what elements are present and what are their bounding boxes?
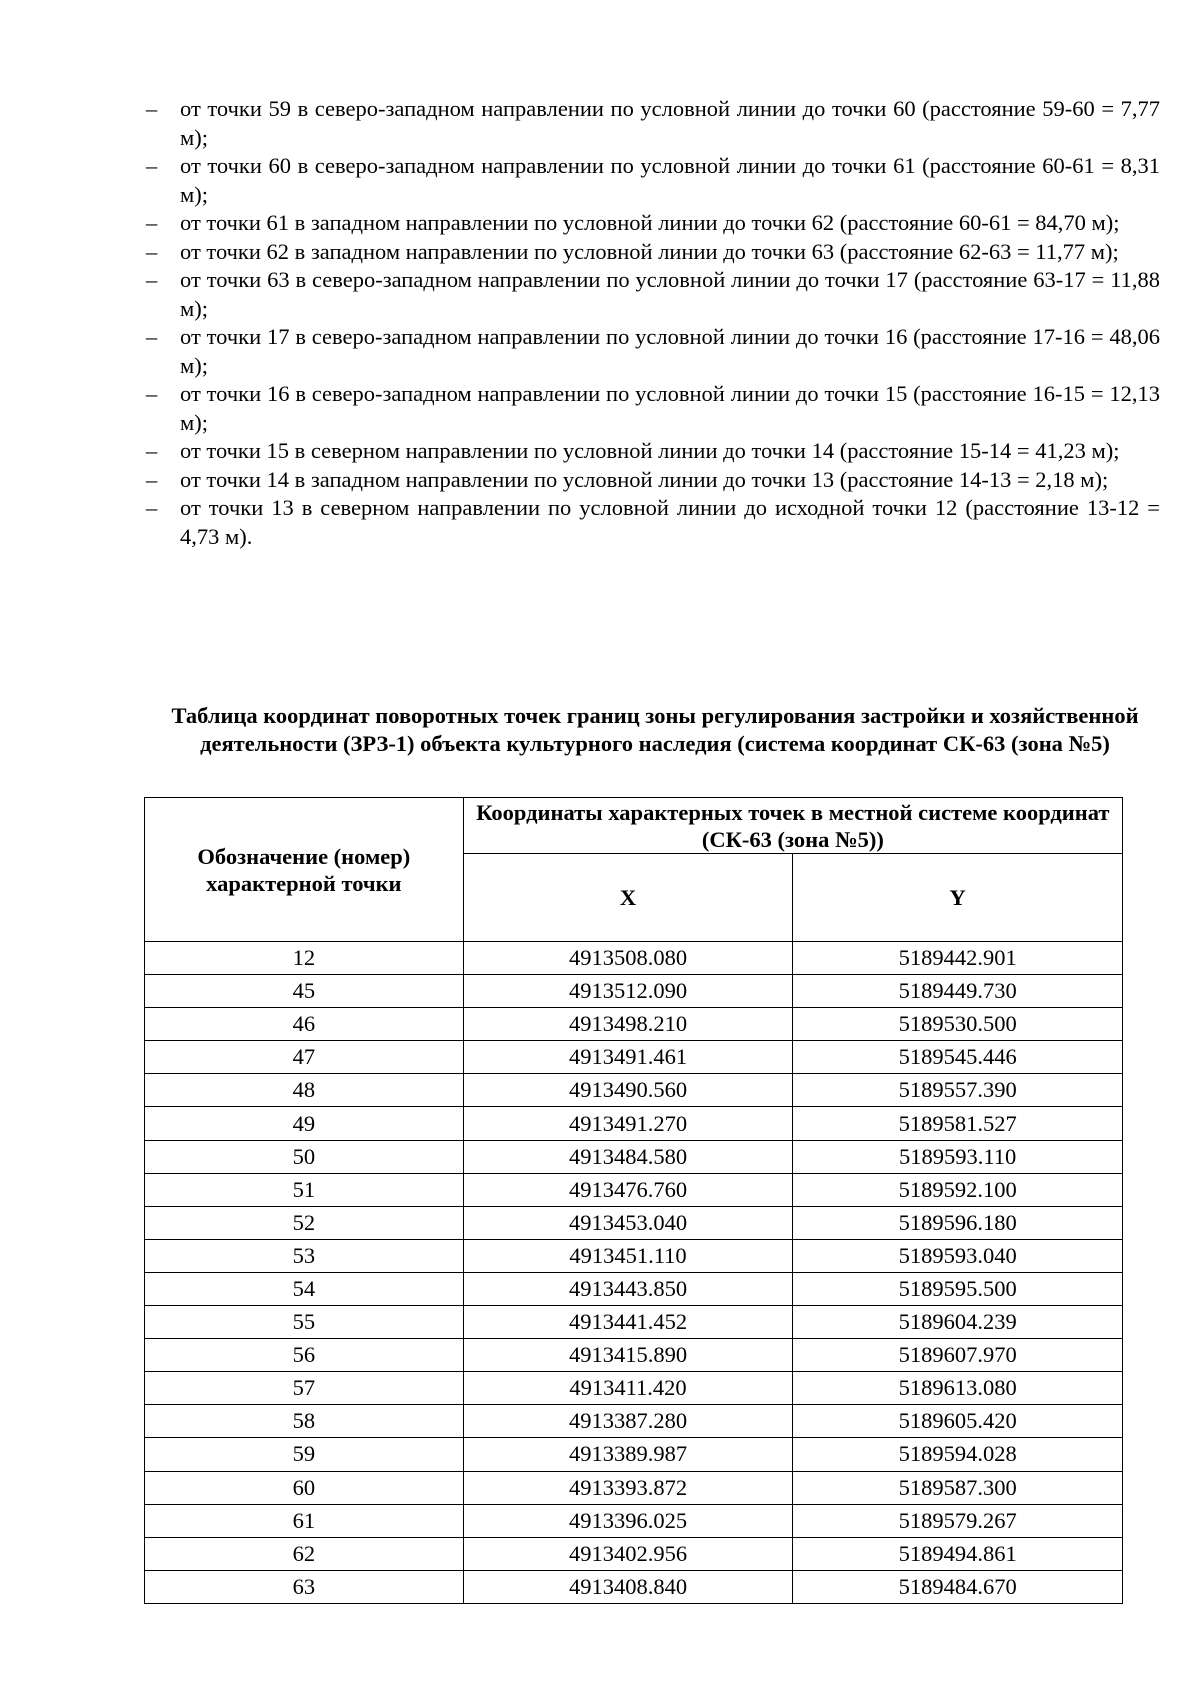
cell-point: 59 [145, 1438, 464, 1471]
cell-y: 5189579.267 [793, 1504, 1123, 1537]
cell-y: 5189604.239 [793, 1306, 1123, 1339]
list-item-text: от точки 16 в северо-западном направлении по условной линии до точки 15 (расстояние 16-15 = 12,13 м); [180, 381, 1160, 435]
cell-point: 50 [145, 1140, 464, 1173]
cell-point: 58 [145, 1405, 464, 1438]
cell-point: 52 [145, 1206, 464, 1239]
cell-y: 5189596.180 [793, 1206, 1123, 1239]
table-row [145, 1471, 1123, 1504]
cell-y: 5189494.861 [793, 1537, 1123, 1570]
cell-x: 4913408.840 [463, 1570, 793, 1603]
table-row [145, 1173, 1123, 1206]
list-item-text: от точки 60 в северо-западном направлении по условной линии до точки 61 (расстояние 60-61 = 8,31 м); [180, 153, 1160, 207]
table-row [145, 1372, 1123, 1405]
table-row [145, 1405, 1123, 1438]
table-row [145, 1537, 1123, 1570]
cell-x: 4913508.080 [463, 942, 793, 975]
list-item-text: от точки 17 в северо-западном направлении по условной линии до точки 16 (расстояние 17-16 = 48,06 м); [180, 324, 1160, 378]
boundary-description-list [146, 95, 1160, 551]
list-dash: – [146, 210, 158, 235]
cell-point: 12 [145, 942, 464, 975]
list-item-text: от точки 62 в западном направлении по условной линии до точки 63 (расстояние 62-63 = 11,77 м); [180, 238, 1119, 264]
cell-x: 4913490.560 [463, 1074, 793, 1107]
header-coordinates: Координаты характерных точек в местной системе координат (СК-63 (зона №5)) [463, 798, 1122, 854]
table-row [145, 1074, 1123, 1107]
cell-point: 60 [145, 1471, 464, 1504]
list-dash: – [146, 381, 158, 406]
coordinates-table-body [145, 942, 1123, 1604]
list-item [146, 266, 1160, 323]
list-dash: – [146, 438, 158, 463]
cell-x: 4913393.872 [463, 1471, 793, 1504]
table-row [145, 1306, 1123, 1339]
cell-x: 4913451.110 [463, 1239, 793, 1272]
cell-x: 4913491.270 [463, 1107, 793, 1140]
cell-x: 4913441.452 [463, 1306, 793, 1339]
cell-x: 4913396.025 [463, 1504, 793, 1537]
list-item-text: от точки 14 в западном направлении по условной линии до точки 13 (расстояние 14-13 = 2,18 м); [180, 466, 1109, 492]
cell-y: 5189594.028 [793, 1438, 1123, 1471]
cell-y: 5189449.730 [793, 975, 1123, 1008]
cell-y: 5189607.970 [793, 1339, 1123, 1372]
table-title: Таблица координат поворотных точек границ зоны регулирования застройки и хозяйственной деятельности (ЗРЗ-1) объекта культурного наследия (система координат СК-63 (зона №5) [171, 703, 1139, 756]
cell-point: 55 [145, 1306, 464, 1339]
list-dash: – [146, 324, 158, 349]
cell-point: 54 [145, 1272, 464, 1305]
table-row [145, 1206, 1123, 1239]
cell-y: 5189581.527 [793, 1107, 1123, 1140]
list-item [146, 238, 1160, 267]
cell-y: 5189545.446 [793, 1041, 1123, 1074]
table-row [145, 1504, 1123, 1537]
cell-x: 4913387.280 [463, 1405, 793, 1438]
cell-point: 62 [145, 1537, 464, 1570]
cell-point: 45 [145, 975, 464, 1008]
list-item [146, 466, 1160, 495]
list-dash: – [146, 267, 158, 292]
table-row [145, 975, 1123, 1008]
list-item [146, 95, 1160, 152]
list-item [146, 380, 1160, 437]
cell-x: 4913476.760 [463, 1173, 793, 1206]
list-dash: – [146, 96, 158, 121]
cell-x: 4913415.890 [463, 1339, 793, 1372]
cell-y: 5189484.670 [793, 1570, 1123, 1603]
table-row [145, 942, 1123, 975]
list-item-text: от точки 63 в северо-западном направлении по условной линии до точки 17 (расстояние 63-17 = 11,88 м); [180, 267, 1160, 321]
cell-x: 4913453.040 [463, 1206, 793, 1239]
table-row [145, 1008, 1123, 1041]
list-item-text: от точки 59 в северо-западном направлении по условной линии до точки 60 (расстояние 59-60 = 7,77 м); [180, 96, 1160, 150]
table-row [145, 1570, 1123, 1603]
table-row [145, 1272, 1123, 1305]
table-row [145, 1438, 1123, 1471]
cell-x: 4913389.987 [463, 1438, 793, 1471]
header-x: X [463, 854, 793, 942]
table-row [145, 1107, 1123, 1140]
cell-x: 4913411.420 [463, 1372, 793, 1405]
cell-y: 5189593.040 [793, 1239, 1123, 1272]
list-dash: – [146, 495, 158, 520]
list-item [146, 209, 1160, 238]
cell-y: 5189442.901 [793, 942, 1123, 975]
cell-x: 4913484.580 [463, 1140, 793, 1173]
cell-x: 4913443.850 [463, 1272, 793, 1305]
cell-y: 5189530.500 [793, 1008, 1123, 1041]
cell-point: 63 [145, 1570, 464, 1603]
cell-point: 56 [145, 1339, 464, 1372]
table-row [145, 1041, 1123, 1074]
cell-point: 46 [145, 1008, 464, 1041]
cell-y: 5189605.420 [793, 1405, 1123, 1438]
header-y: Y [793, 854, 1123, 942]
cell-y: 5189593.110 [793, 1140, 1123, 1173]
cell-point: 61 [145, 1504, 464, 1537]
list-item [146, 152, 1160, 209]
cell-x: 4913402.956 [463, 1537, 793, 1570]
cell-y: 5189557.390 [793, 1074, 1123, 1107]
table-row [145, 1339, 1123, 1372]
list-item-text: от точки 61 в западном направлении по условной линии до точки 62 (расстояние 60-61 = 84,70 м); [180, 210, 1120, 235]
cell-point: 47 [145, 1041, 464, 1074]
cell-point: 53 [145, 1239, 464, 1272]
table-row [145, 1140, 1123, 1173]
cell-y: 5189595.500 [793, 1272, 1123, 1305]
list-item [146, 494, 1160, 551]
list-item-text: от точки 13 в северном направлении по условной линии до исходной точки 12 (расстояние 13-12 = 4,73 м). [180, 495, 1160, 549]
list-dash: – [146, 466, 158, 492]
cell-point: 57 [145, 1372, 464, 1405]
list-item [146, 323, 1160, 380]
header-point-designation: Обозначение (номер) характерной точки [145, 798, 464, 942]
cell-x: 4913498.210 [463, 1008, 793, 1041]
list-item-text: от точки 15 в северном направлении по условной линии до точки 14 (расстояние 15-14 = 41,23 м); [180, 438, 1120, 463]
cell-x: 4913491.461 [463, 1041, 793, 1074]
table-row [145, 1239, 1123, 1272]
list-dash: – [146, 153, 158, 178]
coordinates-table [144, 797, 1123, 1604]
cell-y: 5189592.100 [793, 1173, 1123, 1206]
list-dash: – [146, 238, 158, 264]
cell-x: 4913512.090 [463, 975, 793, 1008]
cell-point: 48 [145, 1074, 464, 1107]
cell-point: 51 [145, 1173, 464, 1206]
cell-y: 5189587.300 [793, 1471, 1123, 1504]
cell-point: 49 [145, 1107, 464, 1140]
list-item [146, 437, 1160, 466]
cell-y: 5189613.080 [793, 1372, 1123, 1405]
